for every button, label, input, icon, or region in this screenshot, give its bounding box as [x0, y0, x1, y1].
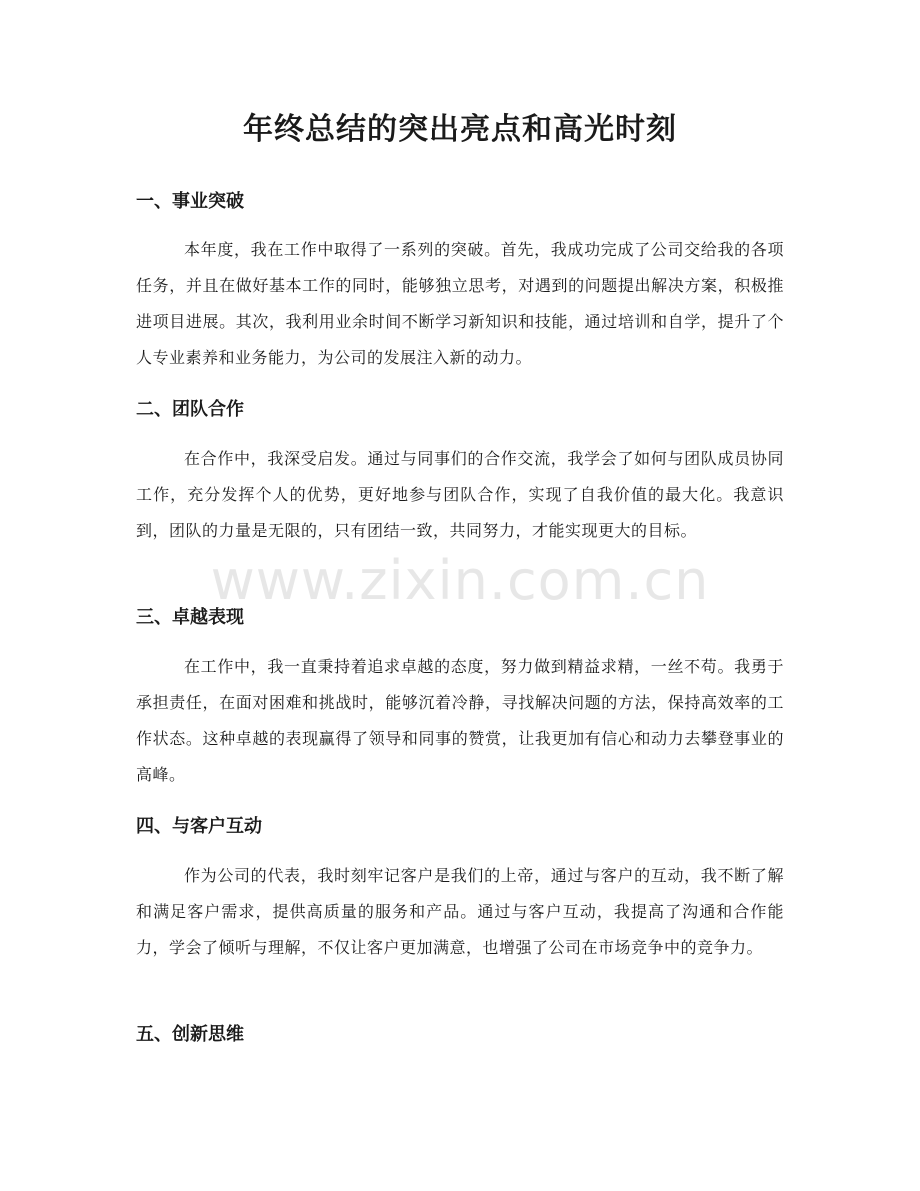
section-heading-career: 一、事业突破: [136, 191, 244, 212]
watermark: www.zixin.com.cn: [210, 549, 710, 612]
section-paragraph-customer: 作为公司的代表，我时刻牢记客户是我们的上帝，通过与客户的互动，我不断了解和满足客户需求，提供高质量的服务和产品。通过与客户互动，我提高了沟通和合作能力，学会了倾听与理解，不仅让客户更加满意，也增强了公司在市场竞争中的竞争力。: [136, 866, 784, 957]
section-heading-customer: 四、与客户互动: [136, 816, 262, 837]
section-paragraph-career: 本年度，我在工作中取得了一系列的突破。首先，我成功完成了公司交给我的各项任务，并且在做好基本工作的同时，能够独立思考，对遇到的问题提出解决方案，积极推进项目进展。其次，我利用业余时间不断学习新知识和技能，通过培训和自学，提升了个人专业素养和业务能力，为公司的发展注入新的动力。: [136, 240, 784, 367]
document-title: 年终总结的突出亮点和高光时刻: [243, 112, 677, 147]
section-heading-teamwork: 二、团队合作: [136, 399, 244, 420]
section-paragraph-excellence: 在工作中，我一直秉持着追求卓越的态度，努力做到精益求精，一丝不苟。我勇于承担责任，在面对困难和挑战时，能够沉着冷静，寻找解决问题的方法，保持高效率的工作状态。这种卓越的表现赢得了领导和同事的赞赏，让我更加有信心和动力去攀登事业的高峰。: [136, 657, 784, 784]
section-heading-innovation: 五、创新思维: [136, 1024, 244, 1045]
section-heading-excellence: 三、卓越表现: [136, 607, 244, 628]
section-paragraph-teamwork: 在合作中，我深受启发。通过与同事们的合作交流，我学会了如何与团队成员协同工作，充分发挥个人的优势，更好地参与团队合作，实现了自我价值的最大化。我意识到，团队的力量是无限的，只有团结一致，共同努力，才能实现更大的目标。: [136, 449, 784, 540]
